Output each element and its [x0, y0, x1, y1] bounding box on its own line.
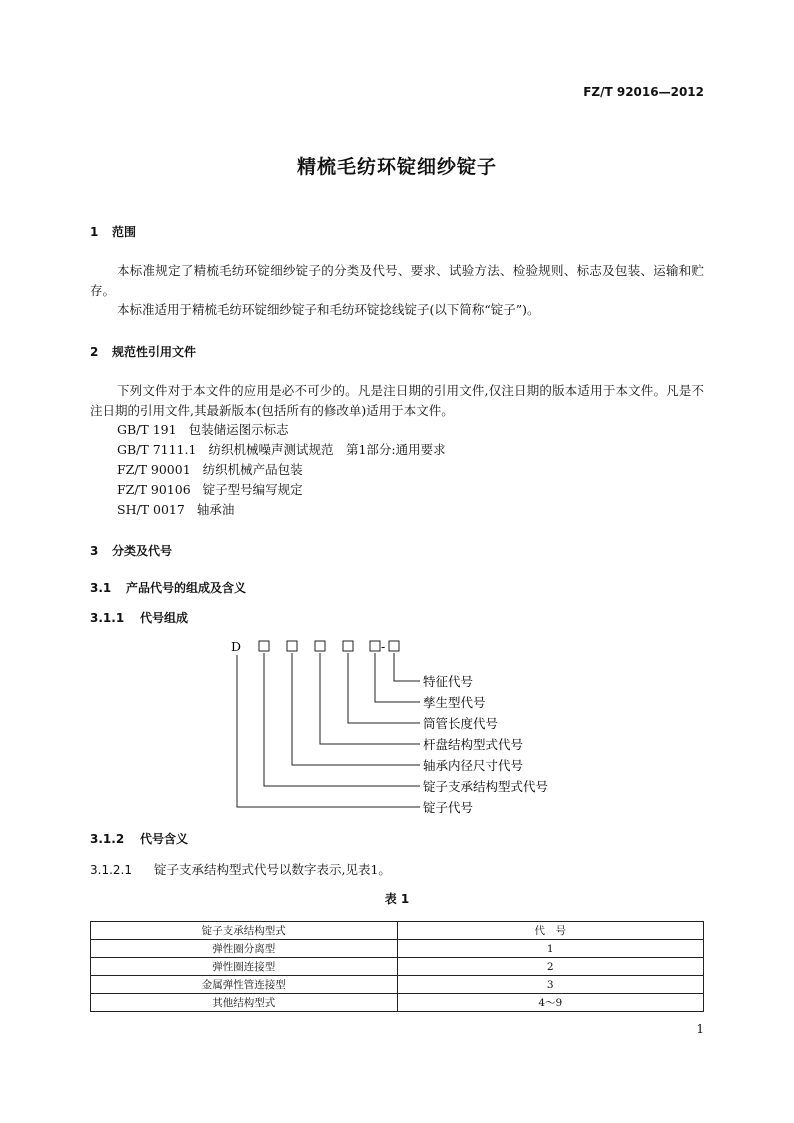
table-cell: 3 — [397, 976, 704, 994]
code-box — [287, 641, 297, 651]
reference-code: FZ/T 90001 — [117, 462, 191, 477]
section-3-1-2-heading — [90, 830, 188, 847]
diagram-prefix-letter: D — [231, 639, 242, 654]
reference-title: 纺织机械噪声测试规范 第1部分:通用要求 — [208, 442, 446, 457]
scope-paragraph-1: 本标准规定了精梳毛纺环锭细纱锭子的分类及代号、要求、试验方法、检验规则、标志及包装、运输和贮存。 — [90, 263, 704, 298]
diagram-label: 筒管长度代号 — [423, 716, 499, 731]
diagram-label: 杆盘结构型式代号 — [423, 737, 524, 752]
leader-line — [375, 653, 420, 702]
section-title: 规范性引用文件 — [112, 345, 197, 359]
references-intro: 下列文件对于本文件的应用是必不可少的。凡是注日期的引用文件,仅注日期的版本适用于本文件。凡是不注日期的引用文件,其最新版本(包括所有的修改单)适用于本文件。 — [90, 383, 704, 418]
table-cell: 1 — [397, 940, 704, 958]
code-box — [389, 641, 399, 651]
code-box — [343, 641, 353, 651]
table-caption: 表 1 — [384, 892, 410, 906]
diagram-label: 特征代号 — [423, 674, 474, 689]
table-row — [91, 940, 704, 958]
section-number: 3.1.2 — [90, 832, 125, 846]
diagram-dash: - — [381, 639, 386, 654]
reference-title: 锭子型号编写规定 — [202, 482, 303, 497]
reference-code: GB/T 191 — [117, 422, 177, 437]
table-cell: 弹性圈分离型 — [91, 940, 398, 958]
section-number: 3.1 — [90, 581, 112, 595]
diagram-label: 锭子支承结构型式代号 — [423, 779, 549, 794]
section-title: 范围 — [112, 225, 137, 239]
section-number: 1 — [90, 225, 99, 239]
section-number: 2 — [90, 345, 99, 359]
leader-line — [320, 653, 420, 744]
clause-3-1-2-1 — [90, 860, 391, 878]
table-cell: 其他结构型式 — [91, 994, 398, 1012]
clause-text: 锭子支承结构型式代号以数字表示,见表1。 — [154, 862, 391, 877]
spindle-support-table — [90, 921, 704, 1012]
section-title: 代号组成 — [140, 611, 189, 625]
section-number: 3.1.1 — [90, 611, 125, 625]
section-number: 3 — [90, 544, 99, 558]
document-title: 精梳毛纺环锭细纱锭子 — [296, 156, 497, 178]
table-cell: 弹性圈连接型 — [91, 958, 398, 976]
reference-code: FZ/T 90106 — [117, 482, 191, 497]
table-cell: 4～9 — [397, 994, 704, 1012]
leader-line — [292, 653, 420, 765]
reference-title: 包装储运图示标志 — [188, 422, 289, 437]
section-title: 分类及代号 — [112, 544, 173, 558]
scope-paragraph-2: 本标准适用于精梳毛纺环锭细纱锭子和毛纺环锭捻线锭子(以下简称“锭子”)。 — [117, 302, 540, 317]
reference-code: SH/T 0017 — [117, 502, 185, 517]
table-header-row — [91, 922, 704, 940]
standard-code: FZ/T 92016—2012 — [583, 85, 704, 99]
table-row — [91, 958, 704, 976]
diagram-label: 锭子代号 — [423, 800, 474, 815]
reference-code: GB/T 7111.1 — [117, 442, 197, 457]
leader-line — [264, 653, 420, 786]
diagram-label: 轴承内径尺寸代号 — [423, 758, 524, 773]
leader-line — [394, 653, 420, 681]
table-header-cell: 锭子支承结构型式 — [91, 922, 398, 940]
table-header-cell: 代 号 — [397, 922, 704, 940]
table-row — [91, 994, 704, 1012]
table-cell: 金属弹性管连接型 — [91, 976, 398, 994]
section-title: 代号含义 — [140, 832, 189, 846]
code-box — [259, 641, 269, 651]
code-box — [370, 641, 380, 651]
table-row — [91, 976, 704, 994]
leader-line — [348, 653, 420, 723]
reference-title: 轴承油 — [196, 502, 235, 517]
table-cell: 2 — [397, 958, 704, 976]
clause-number: 3.1.2.1 — [90, 863, 132, 877]
diagram-label: 孳生型代号 — [423, 695, 486, 710]
reference-title: 纺织机械产品包装 — [202, 462, 303, 477]
page-number: 1 — [696, 1022, 704, 1036]
section-title: 产品代号的组成及含义 — [126, 581, 247, 595]
code-box — [315, 641, 325, 651]
